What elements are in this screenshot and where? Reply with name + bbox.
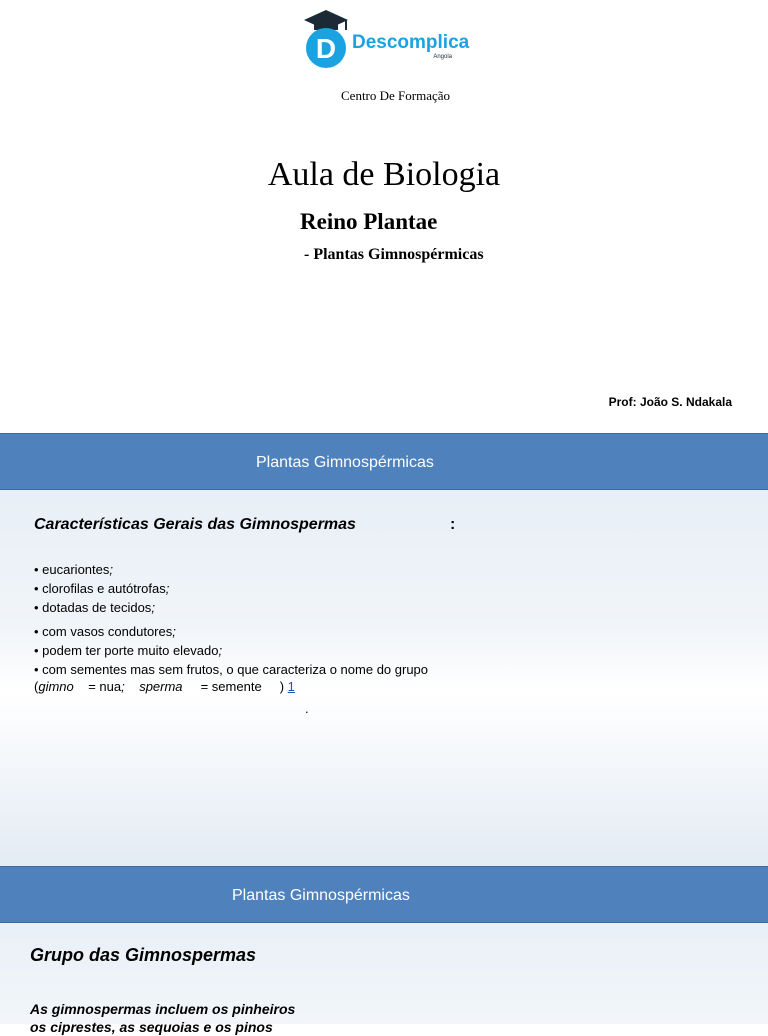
list-item: • com vasos condutores; [34,624,176,639]
reference-link[interactable]: 1 [287,679,295,694]
logo-letter: D [315,33,337,64]
etymology-line: (gimno = nua; sperma = semente ) 1 [34,679,295,694]
list-item: • clorofilas e autótrofas; [34,581,170,596]
list-item: • com sementes mas sem frutos, o que caracteriza o nome do grupo [34,662,429,677]
slide-header-title: Plantas Gimnospérmicas [232,887,410,904]
list-item: • podem ter porte muito elevado; [34,643,223,658]
trailing-dot: . [305,701,309,716]
slide-subtitle: Reino Plantae [300,209,438,234]
slide-header-title: Plantas Gimnospérmicas [256,454,434,471]
heading-colon: : [450,516,456,533]
group-paragraph: As gimnospermas incluem os pinheiros os ciprestes, as sequoias e os pinos [30,1001,296,1035]
section-heading: Grupo das Gimnospermas [30,945,257,965]
list-item: • dotadas de tecidos; [34,600,155,615]
section-heading: Características Gerais das Gimnospermas [34,516,356,533]
list-item: • eucariontes; [34,562,113,577]
professor-name: Prof: João S. Ndakala [608,395,732,409]
training-center-label: Centro De Formação [341,88,451,103]
slide-subtitle-2: - Plantas Gimnospérmicas [304,246,484,263]
slide-header-bar [0,433,768,490]
group-slide [0,866,768,1035]
title-slide [0,0,768,432]
descomplica-logo [300,6,470,70]
logo-wordmark: Descomplica [352,32,470,53]
logo-subtext: Angola [433,54,452,60]
characteristics-list [34,560,428,679]
characteristics-slide [0,433,768,866]
slide-title: Aula de Biologia [267,156,501,193]
slide-header-bar [0,866,768,923]
